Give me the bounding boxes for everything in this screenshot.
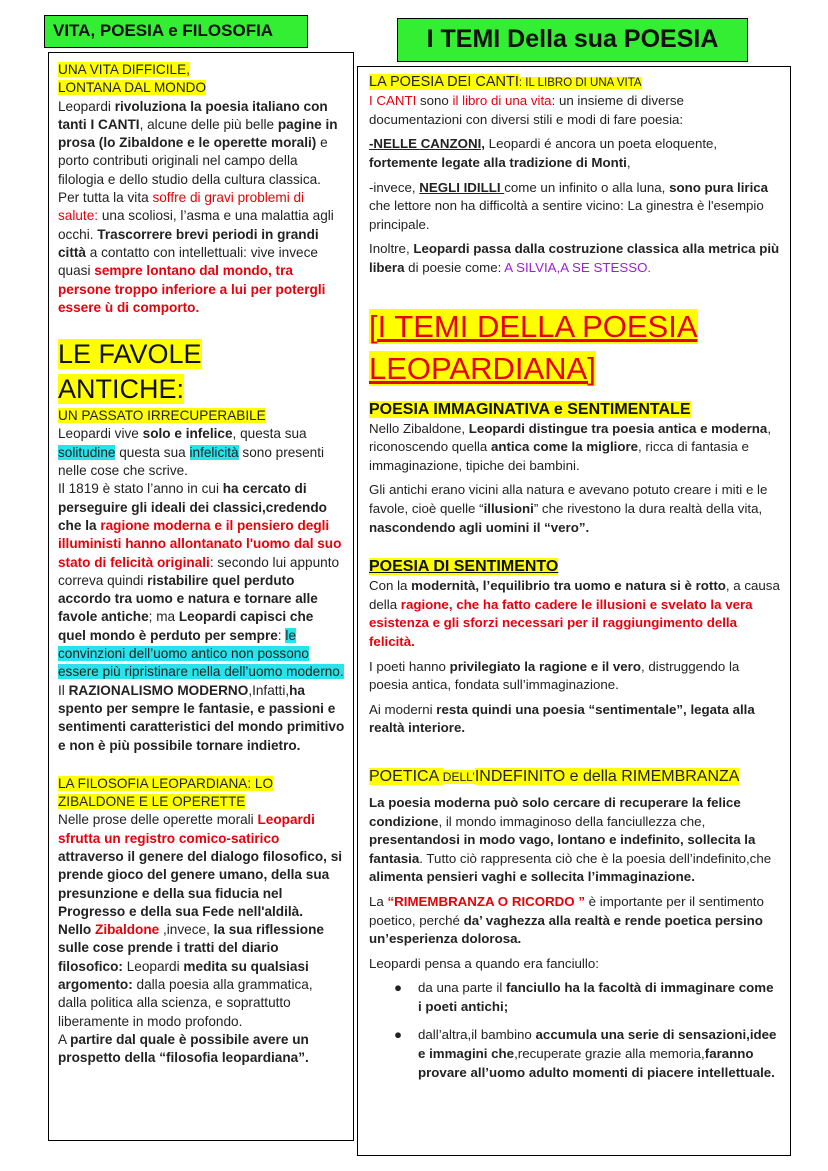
big-heading-favole: LE FAVOLE ANTICHE: bbox=[58, 339, 202, 405]
paragraph-immaginativa-2: Gli antichi erano vicini alla natura e avevano potuto creare i miti e le favole, cioè quelle “illusioni” che rivestono la dura realtà della vita, nascondendo agli uomini il “vero”. bbox=[369, 482, 768, 535]
left-title-box bbox=[44, 15, 308, 48]
right-title-box bbox=[397, 18, 748, 62]
subheading-passato: UN PASSATO IRRECUPERABILE bbox=[58, 408, 266, 424]
paragraph-canti-3: -invece, NEGLI IDILLI come un infinito o alla luna, sono pura lirica che lettore non ha difficoltà a sentire vicino: La ginestra è l'esempio principale. bbox=[369, 179, 769, 232]
paragraph-immaginativa-1: Nello Zibaldone, Leopardi distingue tra poesia antica e moderna, riconoscendo quella antica come la migliore, ricca di fantasia e immaginazione, tipiche dei bambini. bbox=[369, 420, 772, 473]
section-heading-sentimento: POESIA DI SENTIMENTO bbox=[369, 558, 559, 576]
bullet-list bbox=[369, 979, 780, 1082]
right-column bbox=[357, 66, 791, 1156]
right-title: I TEMI Della sua POESIA bbox=[426, 25, 719, 53]
bullet-icon: ● bbox=[394, 1027, 403, 1043]
paragraph-fanciullo: Leopardi pensa a quando era fanciullo: bbox=[369, 955, 599, 971]
paragraph-sentimento-3: Ai moderni resta quindi una poesia “sentimentale”, legata alla realtà interiore. bbox=[369, 701, 755, 736]
paragraph-vita: Leopardi rivoluziona la poesia italiano con tanti I CANTI, alcune delle più belle pagine in prosa (lo Zibaldone e le operette morali) e porto contributi originali nel campo della filologia e dello studio della cultura classica. Per tutta la vita soffre di gravi problemi di salute: una scoliosi, l’asma e una malattia agli occhi. Trascorrere brevi periodi in grandi città a contatto con intellettuali: vive invece quasi sempre lontano dal mondo, tra persone troppo inferiore a lui per potergli essere ù di comporto. bbox=[58, 98, 338, 315]
section-heading-filosofia: LA FILOSOFIA LEOPARDIANA: LO ZIBALDONE E LE OPERETTE bbox=[58, 775, 274, 810]
list-item: ● dall’altra,il bambino accumula una serie di sensazioni,idee e immagini che,recuperate grazie alla memoria,faranno provare all’uomo adulto momenti di piacere intellettuale. bbox=[394, 1027, 777, 1080]
paragraph-canti-4: Inoltre, Leopardi passa dalla costruzione classica alla metrica più libera di poesie come: A SILVIA,A SE STESSO. bbox=[369, 241, 780, 276]
section-heading-vita: UNA VITA DIFFICILE, LONTANA DAL MONDO bbox=[58, 62, 207, 96]
paragraph-canti-2: -NELLE CANZONI, Leopardi é ancora un poeta eloquente, fortemente legate alla tradizione di Monti, bbox=[369, 136, 718, 171]
paragraph-filosofia: Nelle prose delle operette morali Leopardi sfrutta un registro comico-satirico attraverso il genere del dialogo filosofico, si prende gioco del genere umano, della sua presunzione e della sua fiducia nel Progresso e della sua Fede nell'aldilà. Nello Zibaldone ,invece, la sua riflessione sulle cose prende i tratti del diario filosofico: Leopardi medita su qualsiasi argomento: dalla poesia alla grammatica, dalla politica alla scienza, e soprattutto liberamente in modo profondo. A partire dal quale è possibile avere un prospetto della “filosofia leopardiana”. bbox=[58, 812, 343, 1066]
paragraph-favole: Leopardi vive solo e infelice, questa sua solitudine questa sua infelicità sono presenti nelle cose che scrive. Il 1819 è stato l’anno in cui ha cercato di perseguire gli ideali dei classici,credendo che la ragione moderna e il pensiero degli illuministi hanno allontanato l'uomo dal suo stato di felicità originali: secondo lui appunto correva quindi ristabilire quel perduto accordo tra uomo e natura e tornare alle favole antiche; ma Leopardi capisci che quel mondo è perduto per sempre: le convinzioni dell’uomo antico non possono essere più ripristinare nella dell’uomo moderno. Il RAZIONALISMO MODERNO,Infatti,ha spento per sempre le fantasie, e passioni e sentimenti caratteristici del mondo primitivo e non è più possibile tornare indietro. bbox=[58, 426, 345, 753]
left-title: VITA, POESIA e FILOSOFIA bbox=[53, 21, 274, 40]
paragraph-rimembranza: La “RIMEMBRANZA O RICORDO ” è importante per il sentimento poetico, perché da’ vaghezza alla realtà e rende poetica persino un’esperienza dolorosa. bbox=[369, 893, 764, 947]
list-item: ● da una parte il fanciullo ha la facoltà di immaginare come i poeti antichi; bbox=[394, 980, 774, 1014]
paragraph-sentimento-2: I poeti hanno privilegiato la ragione e il vero, distruggendo la poesia antica, fondata sull’immaginazione. bbox=[369, 658, 740, 693]
bullet-icon: ● bbox=[394, 980, 403, 996]
paragraph-canti-1: I CANTI sono il libro di una vita: un insieme di diverse documentazioni con diversi stili e modi di fare poesia: bbox=[369, 93, 684, 127]
section-heading-immaginativa: POESIA IMMAGINATIVA e SENTIMENTALE bbox=[369, 400, 691, 418]
paragraph-sentimento-1: Con la modernità, l’equilibrio tra uomo e natura si è rotto, a causa della ragione, che ha fatto cadere le illusioni e svelato la vera esistenza e gli sforzi necessari per il raggiungimento della felicità. bbox=[369, 578, 780, 649]
left-column bbox=[48, 52, 354, 1141]
paragraph-indefinito-1: La poesia moderna può solo cercare di recuperare la felice condizione, il mondo immaginoso della fanciullezza che, presentandosi in modo vago, lontano e indefinito, sollecita la fantasia. Tutto ciò rappresenta ciò che è la poesia dell’indefinito,che alimenta pensieri vaghi e sollecita l’immaginazione. bbox=[369, 794, 772, 885]
section-heading-canti: LA POESIA DEI CANTI: IL LIBRO DI UNA VITA bbox=[369, 74, 642, 90]
section-heading-indefinito: POETICA DELL’INDEFINITO e della RIMEMBRANZA bbox=[369, 767, 740, 785]
big-heading-temi: [I TEMI DELLA POESIA LEOPARDIANA] bbox=[369, 308, 698, 386]
